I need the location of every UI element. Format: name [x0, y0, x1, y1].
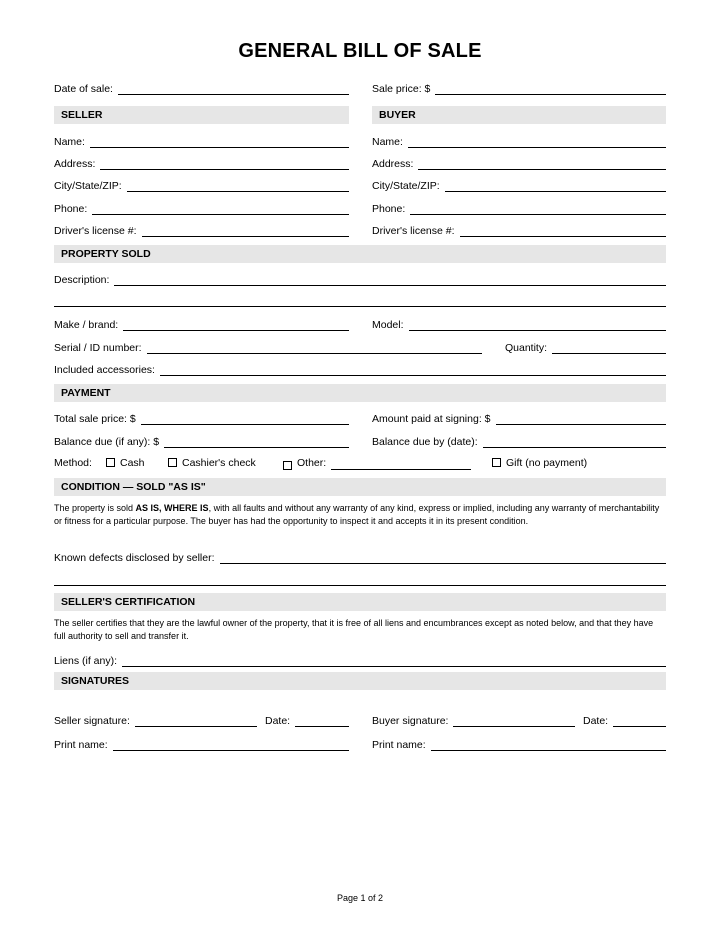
defects-label: Known defects disclosed by seller:: [54, 552, 215, 564]
balance-by-label: Balance due by (date):: [372, 436, 478, 448]
condition-text: [54, 502, 666, 527]
buyer-signature-label: Buyer signature:: [372, 715, 449, 727]
sale-info-row: [54, 81, 666, 95]
cash-checkbox[interactable]: [106, 458, 115, 467]
buyer-signature-field[interactable]: [372, 713, 575, 727]
description-label: Description:: [54, 274, 110, 286]
method-cash-option[interactable]: [106, 456, 145, 470]
other-checkbox[interactable]: [283, 461, 292, 470]
quantity-line[interactable]: [552, 342, 666, 354]
liens-row: [54, 653, 666, 667]
property-heading: PROPERTY SOLD: [54, 245, 666, 263]
document-title: GENERAL BILL OF SALE: [238, 40, 482, 62]
buyer-license-line[interactable]: [460, 225, 666, 237]
other-label: Other:: [297, 457, 327, 469]
condition-heading: CONDITION — SOLD "AS IS": [54, 478, 666, 496]
serial-field[interactable]: [54, 340, 482, 354]
cash-label: Cash: [120, 457, 145, 469]
payment-row-2: [54, 434, 666, 448]
buyer-name-line[interactable]: [408, 136, 666, 148]
date-of-sale-line[interactable]: [118, 83, 349, 95]
buyer-address-label: Address:: [372, 158, 414, 170]
buyer-license-field[interactable]: [372, 223, 666, 237]
buyer-address-field[interactable]: [372, 156, 666, 170]
defects-row: [54, 550, 666, 564]
balance-by-field[interactable]: [372, 434, 666, 448]
seller-city-field[interactable]: [54, 178, 349, 192]
seller-print-name-field[interactable]: [54, 737, 349, 751]
buyer-date-label: Date:: [583, 715, 609, 727]
buyer-phone-label: Phone:: [372, 203, 406, 215]
method-label: Method:: [54, 457, 92, 469]
seller-address-label: Address:: [54, 158, 96, 170]
balance-due-field[interactable]: [54, 434, 349, 448]
certification-heading: SELLER'S CERTIFICATION: [54, 593, 666, 611]
buyer-city-label: City/State/ZIP:: [372, 180, 440, 192]
seller-city-label: City/State/ZIP:: [54, 180, 122, 192]
party-row-name: [54, 134, 666, 148]
total-price-line[interactable]: [141, 413, 349, 425]
seller-signature-line[interactable]: [135, 715, 257, 727]
print-name-row: [54, 737, 666, 751]
amount-paid-field[interactable]: [372, 411, 666, 425]
seller-phone-label: Phone:: [54, 203, 88, 215]
balance-due-label: Balance due (if any): $: [54, 436, 160, 448]
seller-date-label: Date:: [265, 715, 291, 727]
buyer-heading: BUYER: [372, 106, 666, 124]
sale-price-label: Sale price: $: [372, 83, 431, 95]
serial-line[interactable]: [147, 342, 482, 354]
condition-text-end: , with all faults and without any warranty of any kind, express or implied, including any warranty of merchantability or fitness for a particular purpose. The buyer has had the opportunity to inspect it and accepts it in its present condition.: [54, 503, 660, 526]
method-gift-option[interactable]: [492, 456, 587, 470]
cashiers-check-label: Cashier's check: [182, 457, 256, 469]
buyer-date-line[interactable]: [613, 715, 666, 727]
total-price-label: Total sale price: $: [54, 413, 136, 425]
seller-heading: SELLER: [54, 106, 349, 124]
seller-address-field[interactable]: [54, 156, 349, 170]
party-row-city: [54, 178, 666, 192]
model-line[interactable]: [409, 319, 666, 331]
quantity-label: Quantity:: [505, 342, 548, 354]
payment-row-1: [54, 411, 666, 425]
buyer-print-name-line[interactable]: [431, 739, 666, 751]
amount-paid-line[interactable]: [496, 413, 667, 425]
serial-label: Serial / ID number:: [54, 342, 142, 354]
seller-phone-field[interactable]: [54, 201, 349, 215]
description-line[interactable]: [114, 274, 666, 286]
page-number: Page 1 of 2: [336, 893, 384, 903]
accessories-label: Included accessories:: [54, 364, 155, 376]
seller-phone-line[interactable]: [92, 203, 349, 215]
party-row-license: [54, 223, 666, 237]
buyer-name-field[interactable]: [372, 134, 666, 148]
signatures-heading: SIGNATURES: [54, 672, 666, 690]
accessories-field[interactable]: [54, 362, 666, 376]
certification-text: The seller certifies that they are the lawful owner of the property, that it is free of all liens and encumbrances except as noted below, and that they have full authority to sell and transfer it.: [54, 618, 654, 641]
buyer-signature-line[interactable]: [453, 715, 575, 727]
party-row-address: [54, 156, 666, 170]
defects-field[interactable]: [54, 550, 666, 564]
liens-line[interactable]: [122, 655, 666, 667]
date-of-sale-field[interactable]: [54, 81, 349, 95]
seller-date-field[interactable]: [265, 713, 349, 727]
quantity-field[interactable]: [505, 340, 666, 354]
buyer-phone-field[interactable]: [372, 201, 666, 215]
seller-print-name-line[interactable]: [113, 739, 349, 751]
accessories-line[interactable]: [160, 364, 666, 376]
buyer-name-label: Name:: [372, 136, 403, 148]
seller-license-line[interactable]: [142, 225, 349, 237]
make-field[interactable]: [54, 317, 349, 331]
description-row: [54, 272, 666, 286]
condition-text-start: The property is sold: [54, 503, 136, 513]
buyer-city-line[interactable]: [445, 180, 666, 192]
payment-method-row: [54, 456, 666, 470]
make-label: Make / brand:: [54, 319, 119, 331]
buyer-address-line[interactable]: [418, 158, 666, 170]
sale-price-field[interactable]: [372, 81, 666, 95]
gift-label: Gift (no payment): [506, 457, 588, 469]
buyer-phone-line[interactable]: [410, 203, 666, 215]
seller-date-line[interactable]: [295, 715, 349, 727]
buyer-city-field[interactable]: [372, 178, 666, 192]
cashiers-check-checkbox[interactable]: [168, 458, 177, 467]
payment-heading: PAYMENT: [54, 384, 666, 402]
seller-name-label: Name:: [54, 136, 85, 148]
buyer-date-field[interactable]: [583, 713, 666, 727]
gift-checkbox[interactable]: [492, 458, 501, 467]
make-line[interactable]: [123, 319, 349, 331]
method-cashiers-check-option[interactable]: [168, 456, 256, 470]
seller-name-field[interactable]: [54, 134, 349, 148]
make-model-row: [54, 317, 666, 331]
seller-name-line[interactable]: [90, 136, 349, 148]
party-row-phone: [54, 201, 666, 215]
buyer-print-name-label: Print name:: [372, 739, 426, 751]
signature-row: [54, 713, 666, 727]
balance-due-line[interactable]: [164, 436, 349, 448]
buyer-license-label: Driver's license #:: [372, 225, 455, 237]
serial-quantity-row: [54, 340, 666, 354]
model-field[interactable]: [372, 317, 666, 331]
defects-line[interactable]: [220, 552, 667, 564]
sale-price-line[interactable]: [435, 83, 666, 95]
amount-paid-label: Amount paid at signing: $: [372, 413, 491, 425]
defects-extra-line[interactable]: [54, 585, 666, 586]
description-extra-line[interactable]: [54, 306, 666, 307]
seller-address-line[interactable]: [100, 158, 349, 170]
accessories-row: [54, 362, 666, 376]
seller-license-field[interactable]: [54, 223, 349, 237]
seller-signature-label: Seller signature:: [54, 715, 130, 727]
total-price-field[interactable]: [54, 411, 349, 425]
seller-city-line[interactable]: [127, 180, 349, 192]
seller-license-label: Driver's license #:: [54, 225, 137, 237]
buyer-print-name-field[interactable]: [372, 737, 666, 751]
model-label: Model:: [372, 319, 404, 331]
as-is-emphasis: AS IS, WHERE IS: [135, 503, 209, 513]
other-line[interactable]: [331, 458, 471, 470]
liens-label: Liens (if any):: [54, 655, 118, 667]
seller-print-name-label: Print name:: [54, 739, 108, 751]
date-of-sale-label: Date of sale:: [54, 83, 113, 95]
liens-field[interactable]: [54, 653, 666, 667]
description-field[interactable]: [54, 272, 666, 286]
seller-signature-field[interactable]: [54, 713, 257, 727]
method-other-option[interactable]: [283, 456, 471, 470]
balance-by-line[interactable]: [483, 436, 666, 448]
